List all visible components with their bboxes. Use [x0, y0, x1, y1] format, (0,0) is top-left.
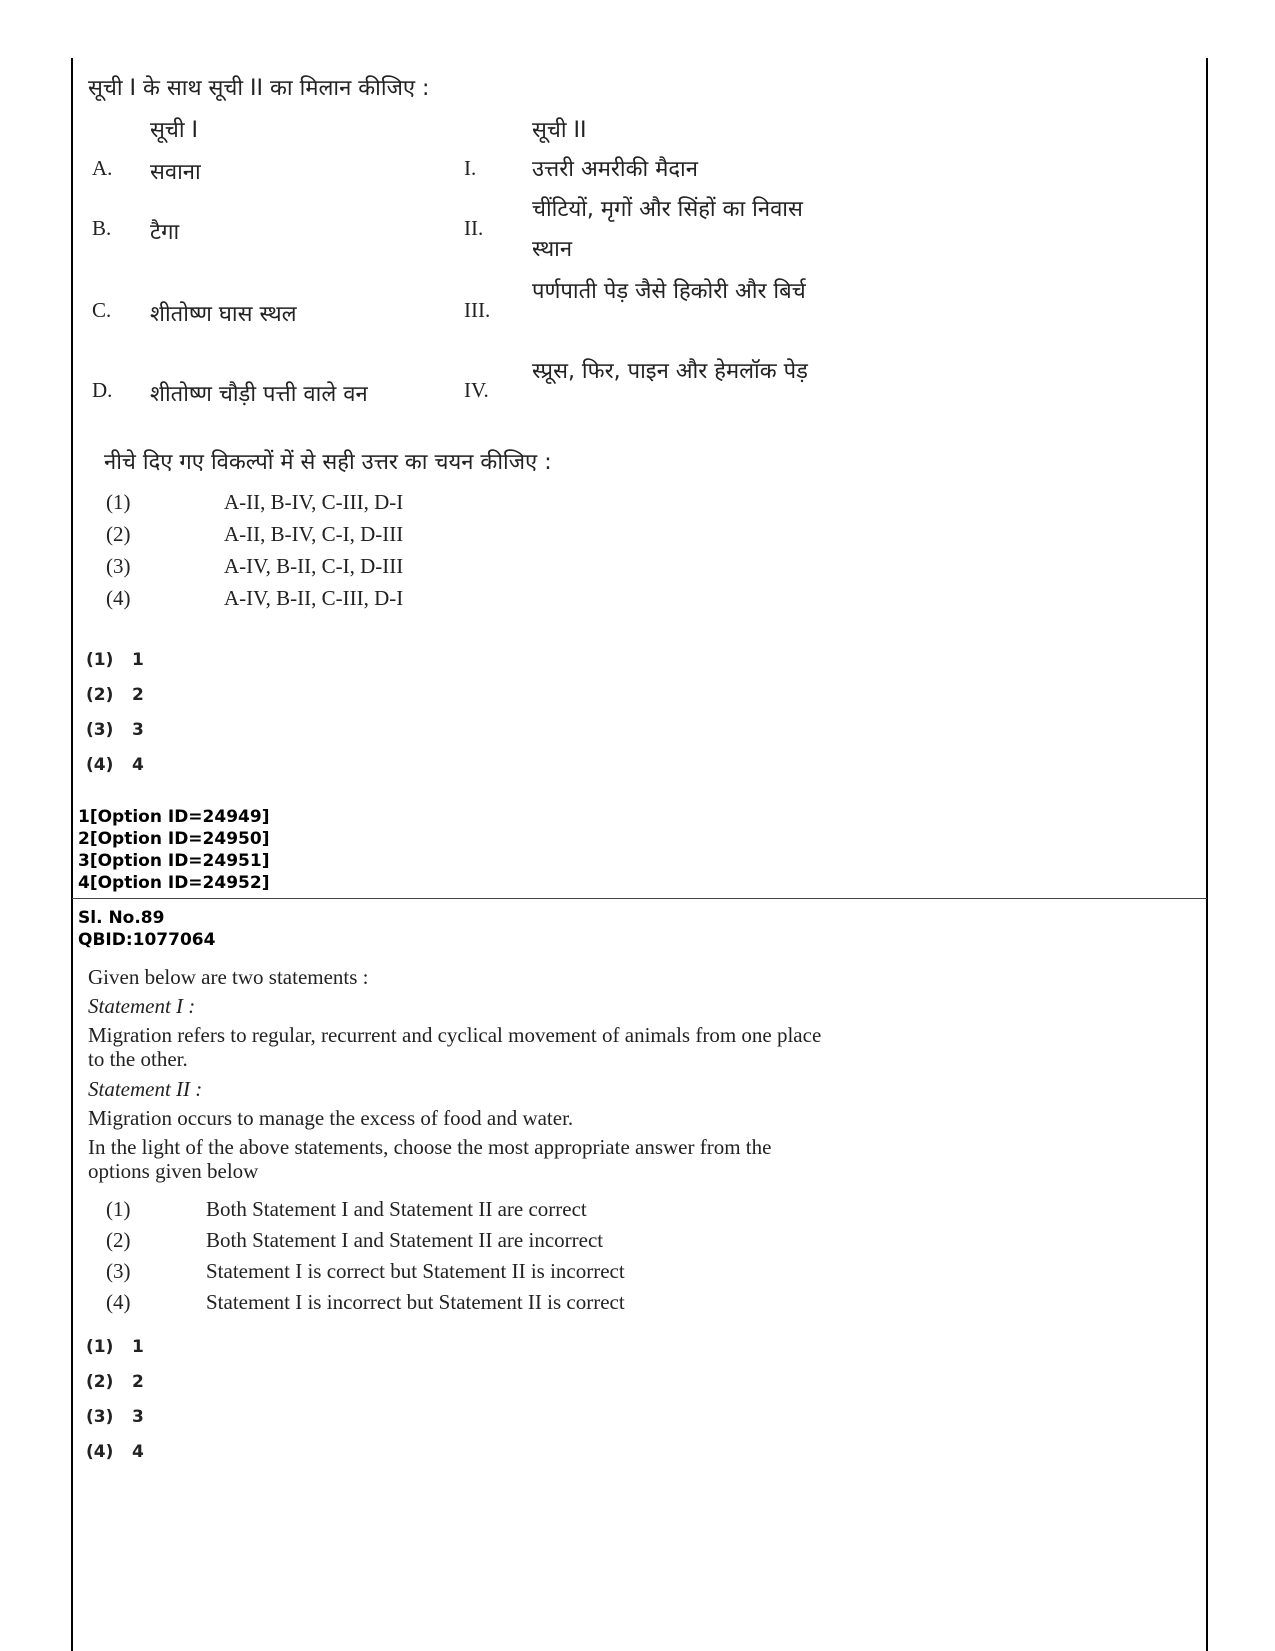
answer-value: 4	[132, 1442, 144, 1462]
answer-number: (3)	[86, 720, 114, 740]
qbid: QBID:1077064	[78, 930, 216, 950]
list2-item: स्प्रूस, फिर, पाइन और हेमलॉक पेड़	[532, 359, 808, 384]
option-number: (1)	[106, 1197, 131, 1221]
answer-choice[interactable]	[86, 1372, 144, 1392]
answer-choice[interactable]	[86, 650, 144, 670]
left-border	[71, 58, 73, 1651]
answer-value: 1	[132, 650, 144, 670]
option-number: (3)	[106, 1259, 131, 1283]
option-text: Statement I is correct but Statement II is incorrect	[206, 1259, 625, 1283]
answer-number: (1)	[86, 650, 114, 670]
answer-value: 3	[132, 1407, 144, 1427]
row-letter: D.	[92, 378, 113, 402]
option-id: 4[Option ID=24952]	[78, 873, 270, 893]
answer-choice[interactable]	[86, 755, 144, 775]
instruction-text: In the light of the above statements, choose the most appropriate answer from the	[88, 1135, 772, 1159]
list2-item: पर्णपाती पेड़ जैसे हिकोरी और बिर्च	[532, 279, 806, 304]
list1-item: टैगा	[150, 220, 180, 245]
statement-1-label: Statement I :	[88, 994, 196, 1018]
option-number: (2)	[106, 522, 131, 546]
option-id: 3[Option ID=24951]	[78, 851, 270, 871]
option-number: (2)	[106, 1228, 131, 1252]
answer-choice[interactable]	[86, 720, 144, 740]
row-roman: II.	[464, 216, 484, 240]
answer-value: 4	[132, 755, 144, 775]
row-roman: IV.	[464, 378, 489, 402]
option-text: Statement I is incorrect but Statement II is correct	[206, 1290, 625, 1314]
row-roman: I.	[464, 156, 477, 180]
answer-value: 2	[132, 685, 144, 705]
option-number: (4)	[106, 1290, 131, 1314]
option-text: A-IV, B-II, C-I, D-III	[224, 554, 404, 578]
question-divider	[72, 898, 1207, 899]
list2-item: चींटियों, मृगों और सिंहों का निवास स्थान	[532, 197, 803, 262]
list2-item: उत्तरी अमरीकी मैदान	[532, 157, 698, 182]
option-id: 2[Option ID=24950]	[78, 829, 270, 849]
list1-item: शीतोष्ण घास स्थल	[150, 302, 297, 327]
list2-header: सूची II	[532, 118, 587, 143]
choose-prompt: नीचे दिए गए विकल्पों में से सही उत्तर का चयन कीजिए :	[104, 450, 552, 475]
answer-number: (4)	[86, 755, 114, 775]
option-text: Both Statement I and Statement II are incorrect	[206, 1228, 604, 1252]
statement-2-text: Migration occurs to manage the excess of food and water.	[88, 1106, 574, 1130]
answer-choice[interactable]	[86, 1337, 144, 1357]
option-text: A-II, B-IV, C-III, D-I	[224, 490, 404, 514]
match-heading: सूची I के साथ सूची II का मिलान कीजिए :	[88, 76, 430, 101]
answer-choice[interactable]	[86, 685, 144, 705]
right-border	[1206, 58, 1208, 1651]
statement-2-label: Statement II :	[88, 1077, 203, 1101]
answer-number: (3)	[86, 1407, 114, 1427]
option-number: (3)	[106, 554, 131, 578]
list1-item: शीतोष्ण चौड़ी पत्ती वाले वन	[150, 382, 368, 407]
answer-value: 3	[132, 720, 144, 740]
statement-1-text: Migration refers to regular, recurrent and cyclical movement of animals from one place	[88, 1023, 822, 1047]
option-number: (4)	[106, 586, 131, 610]
option-text: A-IV, B-II, C-III, D-I	[224, 586, 404, 610]
answer-number: (2)	[86, 685, 114, 705]
answer-number: (4)	[86, 1442, 114, 1462]
answer-choice[interactable]	[86, 1442, 144, 1462]
option-text: Both Statement I and Statement II are correct	[206, 1197, 587, 1221]
instruction-text-cont: options given below	[88, 1159, 259, 1183]
row-roman: III.	[464, 298, 491, 322]
list1-header: सूची I	[150, 118, 199, 143]
statement-1-text-cont: to the other.	[88, 1047, 188, 1071]
answer-number: (2)	[86, 1372, 114, 1392]
option-id: 1[Option ID=24949]	[78, 807, 270, 827]
option-text: A-II, B-IV, C-I, D-III	[224, 522, 404, 546]
intro-text: Given below are two statements :	[88, 965, 369, 989]
row-letter: A.	[92, 156, 113, 180]
answer-value: 1	[132, 1337, 144, 1357]
answer-number: (1)	[86, 1337, 114, 1357]
row-letter: B.	[92, 216, 112, 240]
option-number: (1)	[106, 490, 131, 514]
answer-value: 2	[132, 1372, 144, 1392]
serial-number: Sl. No.89	[78, 908, 165, 928]
row-letter: C.	[92, 298, 112, 322]
answer-choice[interactable]	[86, 1407, 144, 1427]
list1-item: सवाना	[150, 160, 201, 185]
